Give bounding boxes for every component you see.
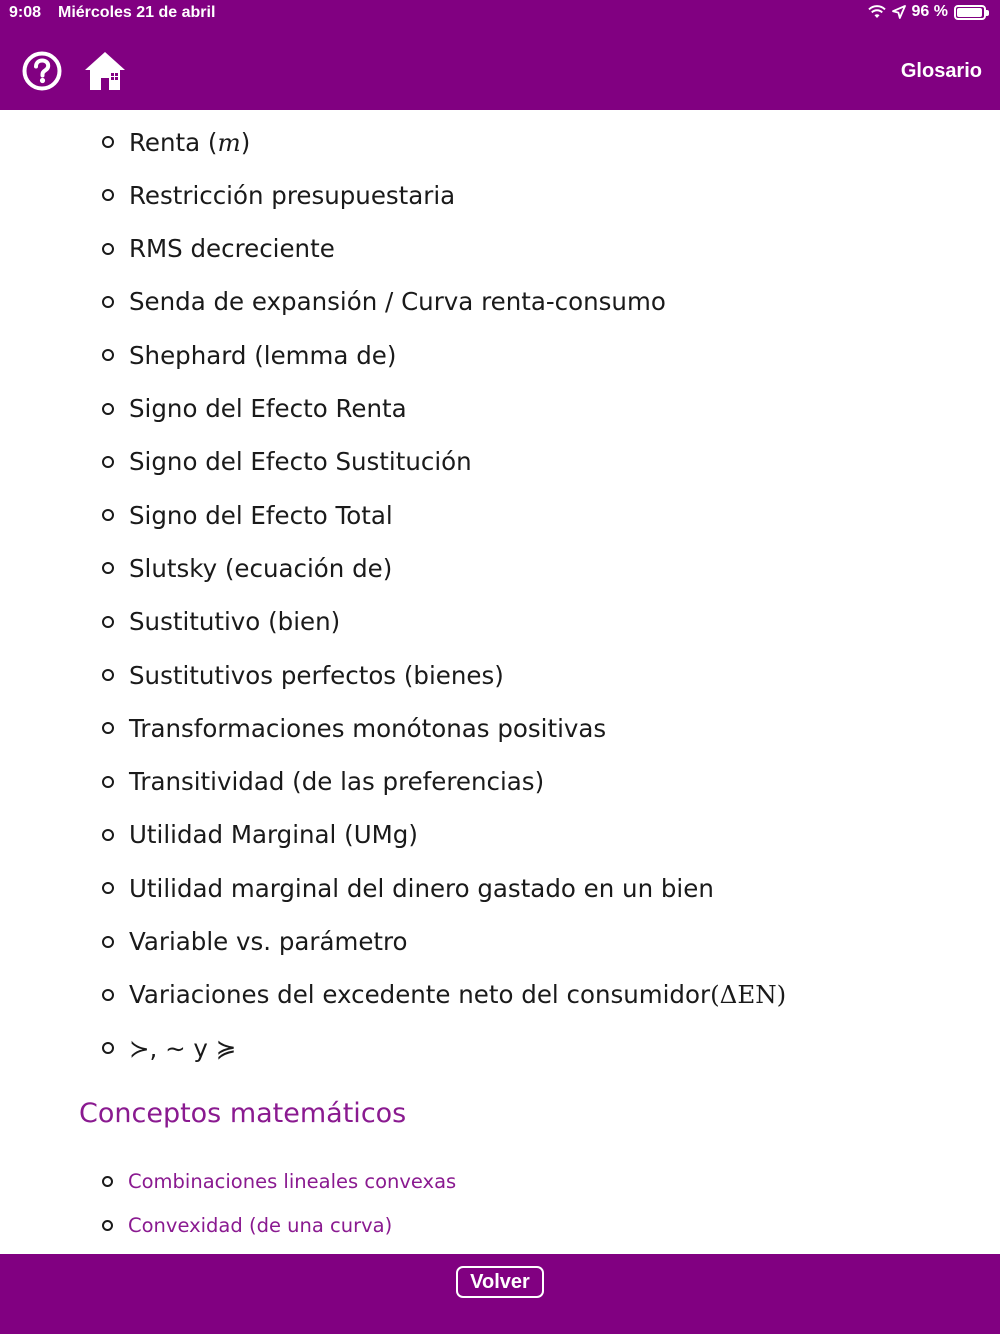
glossary-item[interactable] (102, 713, 606, 743)
status-time: 9:08 (9, 4, 42, 21)
status-right (868, 3, 986, 21)
glossary-content (0, 110, 1000, 1254)
status-bar (0, 0, 1000, 28)
bullet-icon (102, 616, 114, 628)
glossary-item[interactable] (102, 180, 455, 210)
bullet-icon (102, 296, 114, 308)
glossary-item-label: Utilidad Marginal (UMg) (129, 820, 418, 850)
bullet-icon (102, 136, 114, 148)
glossary-item-label: Sustitutivos perfectos (bienes) (129, 660, 504, 690)
battery-percent: 96 % (911, 3, 948, 20)
glossary-item-suffix: ) (240, 127, 251, 157)
bullet-icon (102, 1220, 113, 1231)
glossary-item[interactable] (102, 1033, 236, 1063)
bullet-icon (102, 189, 114, 201)
glossary-item-label: Renta ( (129, 127, 218, 157)
battery-icon (954, 5, 986, 20)
wifi-icon (868, 5, 886, 19)
glossary-item[interactable] (102, 447, 472, 477)
glossary-item-label: Shephard (lemma de) (129, 340, 397, 370)
location-arrow-icon (892, 5, 906, 19)
bullet-icon (102, 989, 114, 1001)
glossary-item-label: Transitividad (de las preferencias) (129, 767, 545, 797)
question-circle-icon[interactable] (20, 49, 64, 93)
math-concept-link[interactable] (102, 1168, 456, 1194)
glossary-item[interactable] (102, 980, 786, 1010)
glossary-item-label: Utilidad marginal del dinero gastado en un bien (129, 873, 714, 903)
status-date: Miércoles 21 de abril (58, 4, 216, 21)
bullet-icon (102, 669, 114, 681)
bullet-icon (102, 456, 114, 468)
top-bar (0, 0, 1000, 110)
glossary-item[interactable] (102, 660, 504, 690)
glossary-item[interactable] (102, 553, 392, 583)
math-symbol: m (217, 127, 241, 157)
math-symbol: (ΔEN) (710, 980, 787, 1010)
glossary-item-label: Signo del Efecto Sustitución (129, 447, 472, 477)
glossary-item-label: Slutsky (ecuación de) (129, 553, 393, 583)
bullet-icon (102, 509, 114, 521)
glossary-item[interactable] (102, 873, 714, 903)
math-concept-label: Combinaciones lineales convexas (128, 1169, 457, 1193)
glossary-item[interactable] (102, 394, 407, 424)
section-title: Conceptos matemáticos (79, 1098, 407, 1129)
glossary-item-label: Transformaciones monótonas positivas (129, 713, 607, 743)
page-title: Glosario (900, 60, 982, 82)
bullet-icon (102, 349, 114, 361)
nav-bar (0, 40, 1000, 106)
bullet-icon (102, 829, 114, 841)
glossary-item[interactable] (102, 927, 408, 957)
glossary-item[interactable] (102, 234, 335, 264)
glossary-item-label: Senda de expansión / Curva renta-consumo (129, 287, 666, 317)
bottom-bar (0, 1254, 1000, 1334)
bullet-icon (102, 936, 114, 948)
bullet-icon (102, 1176, 113, 1187)
glossary-item[interactable] (102, 767, 544, 797)
bullet-icon (102, 722, 114, 734)
battery-fill (957, 8, 982, 17)
glossary-item[interactable] (102, 607, 340, 637)
glossary-item-label: Sustitutivo (bien) (129, 607, 341, 637)
glossary-item[interactable] (102, 287, 666, 317)
house-icon[interactable] (83, 49, 127, 93)
glossary-item-label: Variable vs. parámetro (129, 927, 408, 956)
bullet-icon (102, 776, 114, 788)
glossary-item-label: Variaciones del excedente neto del consumidor (129, 980, 711, 1010)
bullet-icon (102, 1042, 114, 1054)
bullet-icon (102, 243, 114, 255)
glossary-item-label: RMS decreciente (129, 234, 335, 264)
glossary-item-label: Restricción presupuestaria (129, 180, 456, 210)
glossary-item[interactable] (102, 340, 396, 370)
bullet-icon (102, 882, 114, 894)
glossary-item-label: ≻, ∼ y ≽ (129, 1033, 237, 1063)
glossary-item[interactable] (102, 820, 418, 850)
bullet-icon (102, 562, 114, 574)
glossary-item-label: Signo del Efecto Renta (129, 394, 407, 423)
glossary-item[interactable] (102, 127, 250, 157)
bullet-icon (102, 403, 114, 415)
math-concept-link[interactable] (102, 1212, 392, 1238)
glossary-item[interactable] (102, 500, 393, 530)
glossary-item-label: Signo del Efecto Total (129, 500, 393, 530)
back-button[interactable]: Volver (456, 1266, 544, 1298)
math-concept-label: Convexidad (de una curva) (128, 1213, 393, 1237)
